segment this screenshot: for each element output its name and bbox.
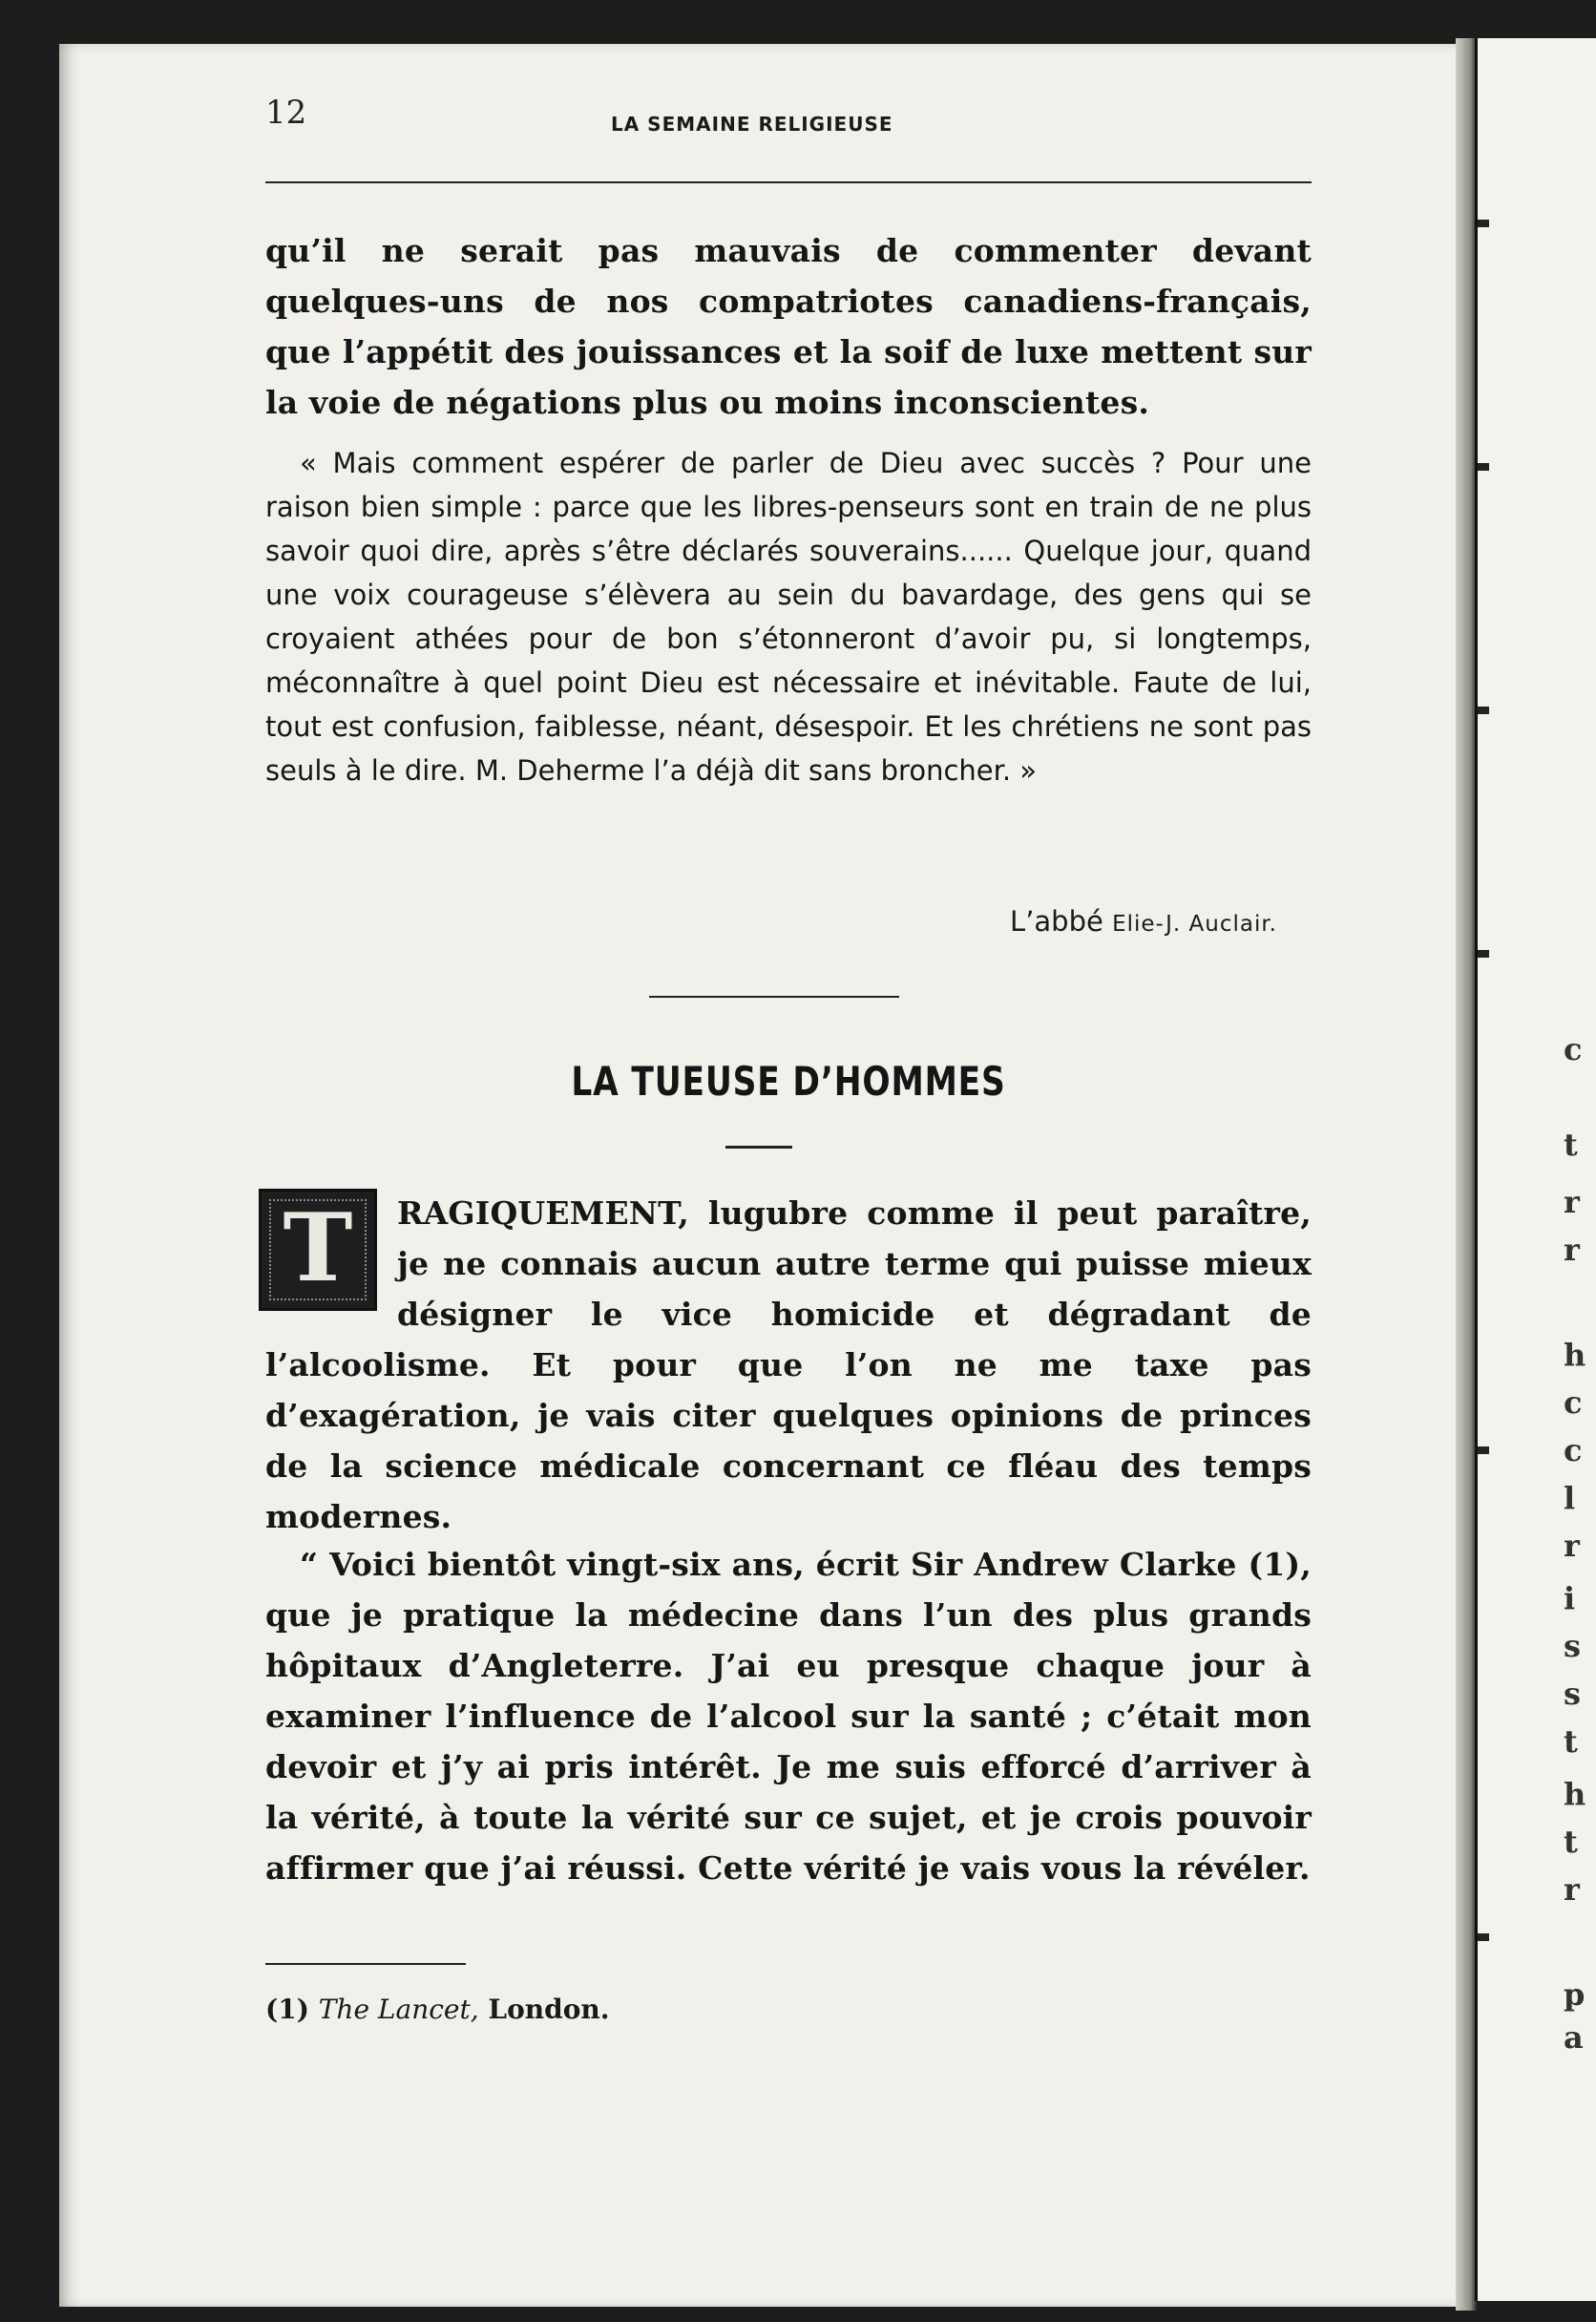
quote-paragraph: « Mais comment espérer de parler de Dieu avec succès ? Pour une raison bien simple : parce que les libres-penseurs sont en train de ne plus savoir quoi dire, après s’être déclarés souverains...... Quelque jour, quand une voix courageuse s’élèvera au sein du bavardage, des gens qui se croyaient athées pour de bon s’étonneront d’avoir pu, si longtemps, méconnaître à quel point Dieu est nécessaire et inévitable. Faute de lui, tout est confusion, faiblesse, néant, désespoir. Et les chrétiens ne sont pas seuls à le dire. M. Deherme l’a déjà dit sans broncher. » (265, 447, 1312, 787)
facing-page-letter: t (1564, 1824, 1578, 1860)
drop-cap-letter: T (283, 1193, 353, 1303)
facing-page-letter: r (1564, 1528, 1580, 1564)
section-title: LA TUEUSE D’HOMMES (571, 1058, 1006, 1105)
binding-stitch (1478, 950, 1489, 958)
footnote-place: London. (488, 1994, 610, 2025)
header-rule (265, 181, 1312, 183)
binding-stitch (1478, 1933, 1489, 1941)
section-second-paragraph: “ Voici bientôt vingt-six ans, écrit Sir Andrew Clarke (1), que je pratique la médecine dans l’un des plus grands hôpitaux d’Angleterre. J’ai eu presque chaque jour à examiner l’influence de l’alcool sur la santé ; c’était mon devoir et j’y ai pris intérêt. Je me suis efforcé d’arriver à la vérité, à toute la vérité sur ce sujet, et je crois pouvoir affirmer que j’ai réussi. Cette vérité je vais vous la révéler. (265, 1546, 1312, 1887)
facing-page-letter: a (1564, 2019, 1584, 2056)
footnote-source: The Lancet, (318, 1994, 479, 2025)
facing-page-letter: s (1564, 1628, 1582, 1664)
facing-page-letter: t (1564, 1127, 1578, 1163)
intro-paragraph: qu’il ne serait pas mauvais de commenter devant quelques-uns de nos compatriotes canadiens-français, que l’appétit des jouissances et la soif de luxe mettent sur la voie de négations plus ou moins inconscientes. (265, 232, 1312, 421)
signature (1010, 905, 1277, 938)
facing-page-letter: c (1564, 1432, 1583, 1468)
facing-page (1475, 38, 1596, 2301)
signature-name: Elie-J. Auclair. (1112, 912, 1277, 937)
binding-stitch (1478, 220, 1489, 227)
footnote-marker: (1) (265, 1994, 309, 2025)
book-binding (1456, 38, 1477, 2311)
binding-stitch (1478, 463, 1489, 471)
facing-page-letter: c (1564, 1031, 1583, 1067)
drop-cap-spacer (265, 1188, 397, 1337)
running-title: LA SEMAINE RELIGIEUSE (611, 113, 893, 136)
facing-page-letter: i (1564, 1580, 1576, 1616)
facing-page-letter: r (1564, 1232, 1580, 1268)
facing-page-letter: l (1564, 1480, 1576, 1516)
section-first-paragraph-text: RAGIQUEMENT, lugubre comme il peut paraître, je ne connais aucun autre terme qui puisse mieux désigner le vice homicide et dégradant de l’alcoolisme. Et pour que l’on ne me taxe pas d’exagération, je vais citer quelques opinions de princes de la science médicale concernant ce fléau des temps modernes. (265, 1194, 1312, 1535)
facing-page-letter: t (1564, 1723, 1578, 1760)
facing-page-letter: r (1564, 1184, 1580, 1220)
facing-page-letter: s (1564, 1676, 1582, 1712)
title-rule (725, 1146, 792, 1149)
footnote-rule (265, 1963, 466, 1965)
binding-stitch (1478, 707, 1489, 714)
facing-page-letter: c (1564, 1384, 1583, 1421)
facing-page-letter: p (1564, 1976, 1586, 2013)
footnote (265, 1994, 609, 2025)
binding-stitch (1478, 1446, 1489, 1454)
facing-page-letter: h (1564, 1776, 1586, 1812)
signature-prefix: L’abbé (1010, 905, 1103, 938)
section-divider (649, 996, 899, 998)
facing-page-letter: h (1564, 1337, 1586, 1373)
page-number: 12 (265, 94, 307, 132)
facing-page-letter: r (1564, 1871, 1580, 1908)
section-first-paragraph (265, 1188, 1312, 1542)
